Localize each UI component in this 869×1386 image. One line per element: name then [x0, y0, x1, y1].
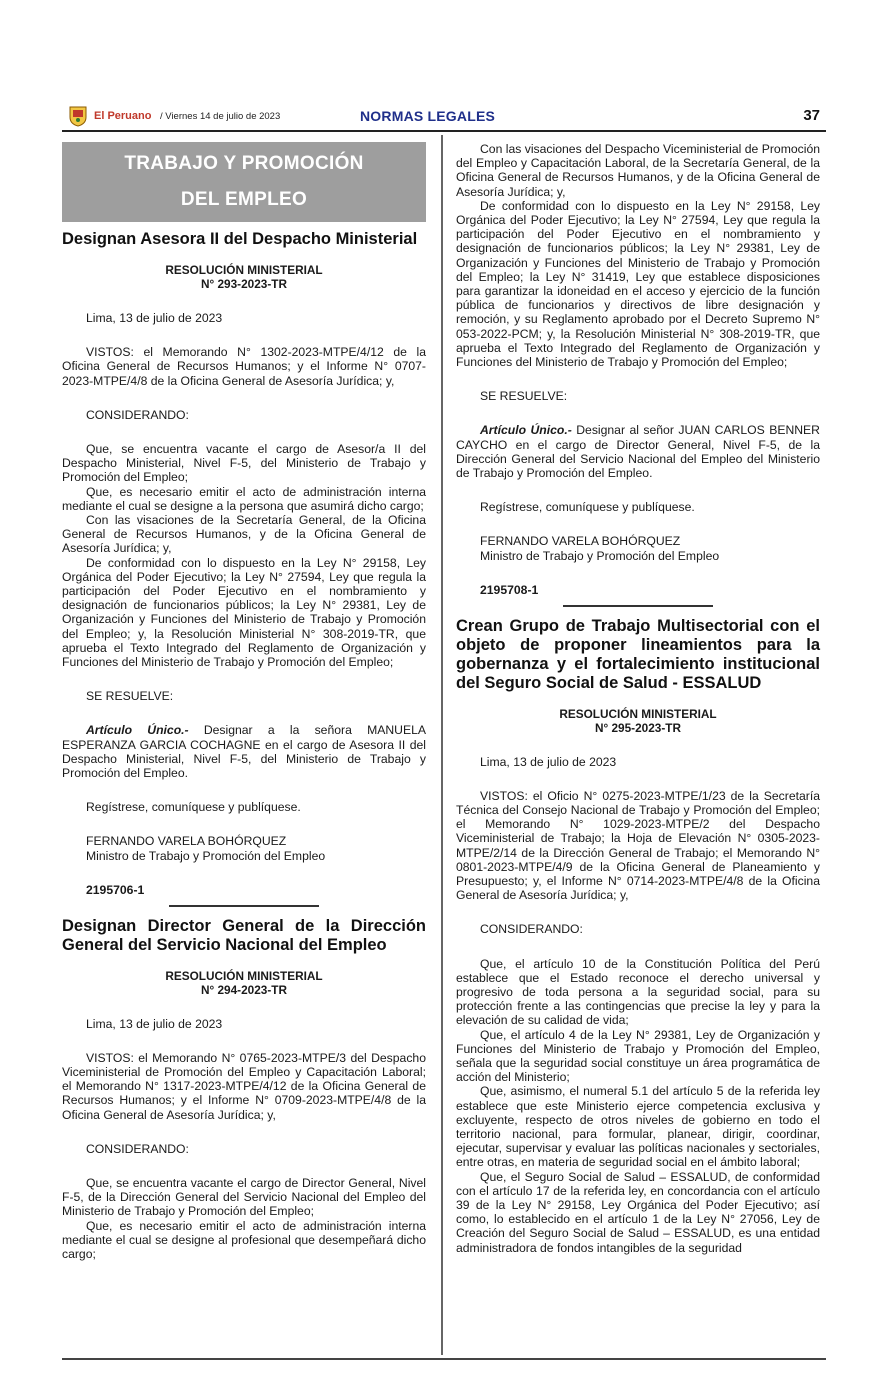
article-1-signatory-name: FERNANDO VARELA BOHÓRQUEZ [86, 834, 287, 849]
article-1-paragraph: De conformidad con lo dispuesto en la Ley N° 29158, Ley Orgánica del Poder Ejecutivo; la Ley N° 27594, Ley que regula la participación del Poder Ejecutivo en el nombramiento y designación de funcionarios públicos; la Ley N° 29381, Ley de Organización y Funciones del Ministerio de Trabajo y Promoción del Empleo; y, la Resolución Ministerial N° 308-2019-TR, que aprueba el Texto Integrado del Reglamento de Organización y Funciones del Ministerio de Trabajo y Promoción del Empleo; [62, 555, 426, 670]
column-divider [441, 135, 443, 1355]
banner-line-2: DEL EMPLEO [180, 189, 308, 210]
article-1-considerando: CONSIDERANDO: [86, 407, 189, 422]
article-3-date: Lima, 13 de julio de 2023 [480, 754, 617, 769]
article-3-vistos: VISTOS: el Oficio N° 0275-2023-MTPE/1/23 de la Secretaría Técnica del Consejo Nacional de Trabajo y Promoción del Empleo; el Memorando N° 1029-2023-MTPE/2 del Despacho Viceministerial de Trabajo; la Hoja de Elevación N° 0305-2023-MTPE/2/14 de la Dirección General de Trabajo; el Memorando N° 0801-2023-MTPE/4/9 de la Oficina General de Planeamiento y Presupuesto; y, el Informe N° 0714-2023-MTPE/4/8 de la Oficina General de Asesoría Jurídica; y, [456, 788, 820, 903]
article-separator [563, 605, 713, 607]
article-1-title: Designan Asesora II del Despacho Ministerial [62, 230, 418, 248]
article-1-operative [62, 723, 426, 780]
article-2-considerando: CONSIDERANDO: [86, 1141, 189, 1156]
header-rule [62, 130, 826, 132]
article-1-paragraph: Que, es necesario emitir el acto de administración interna mediante el cual se designe a la persona que asumirá dicho cargo; [62, 484, 426, 513]
article-2-signatory-name: FERNANDO VARELA BOHÓRQUEZ [480, 534, 681, 549]
article-2-vistos: VISTOS: el Memorando N° 0765-2023-MTPE/3 del Despacho Viceministerial de Promoción del Empleo y Capacitación Laboral; el Memorando N° 1317-2023-MTPE/4/12 de la Oficina General de Recursos Humanos; y el Informe N° 0709-2023-MTPE/4/8 de la Oficina General de Asesoría Jurídica; y, [62, 1050, 426, 1122]
article-label: Artículo Único.- [86, 723, 189, 738]
right-column [456, 142, 820, 1255]
article-text: Designar al señor JUAN CARLOS BENNER CAYCHO en el cargo de Director General, Nivel F-5, de la Dirección General del Servicio Nacional del Empleo del Ministerio de Trabajo y Promoción del Empleo. [456, 423, 820, 481]
article-1-resolution-number: N° 293-2023-TR [200, 277, 288, 291]
page-number: 37 [803, 107, 820, 124]
article-2-resolution-number: N° 294-2023-TR [200, 982, 288, 997]
section-banner [62, 142, 426, 222]
article-3-considerando: CONSIDERANDO: [480, 922, 583, 937]
article-label: Artículo Único.- [480, 423, 572, 438]
article-3-paragraph: Que, el artículo 10 de la Constitución Política del Perú establece que el Estado reconoce el derecho universal y progresivo de toda persona a la seguridad social, para su protección frente a las contingencias que precise la ley y para la elevación de su calidad de vida; [456, 956, 820, 1028]
article-3-paragraph: Que, asimismo, el numeral 5.1 del artículo 5 de la referida ley establece que este Ministerio ejerce competencia exclusiva y excluyente, respecto de otros niveles de gobierno en todo el territorio nacional, para formular, planear, dirigir, coordinar, ejecutar, supervisar y evaluar las políticas nacionales y sectoriales, entre otras, en materia de seguridad social en el ámbito laboral; [456, 1084, 820, 1170]
article-3-paragraph: Que, el Seguro Social de Salud – ESSALUD, de conformidad con el artículo 17 de la referida ley, en concordancia con el artículo 39 de la Ley N° 29158, Ley Orgánica del Poder Ejecutivo; así como, lo establecido en el artículo 1 de la Ley N° 27056, Ley de Creación del Seguro Social de Salud – ESSALUD, es una entidad administradora de fondos intangibles de la seguridad [456, 1169, 820, 1255]
left-column [62, 142, 426, 1261]
article-text: Designar a la señora MANUELA ESPERANZA GARCIA COCHAGNE en el cargo de Asesora II del Despacho Ministerial, Nivel F-5, del Ministerio de Trabajo y Promoción del Empleo. [62, 723, 427, 781]
banner-line-1: TRABAJO Y PROMOCIÓN [124, 153, 364, 174]
article-2-signatory-role: Ministro de Trabajo y Promoción del Empleo [480, 548, 720, 563]
page-header [62, 104, 826, 130]
article-2-resuelve: SE RESUELVE: [480, 389, 568, 404]
article-1-resolution-label: RESOLUCIÓN MINISTERIAL [165, 263, 323, 277]
article-3-title: Crean Grupo de Trabajo Multisectorial con el objeto de proponer lineamientos para la gobernanza y el fortalecimiento institucional del Seguro Social de Salud - ESSALUD [456, 616, 820, 692]
article-2-operative [456, 423, 820, 480]
article-2-code: 2195708-1 [480, 582, 539, 597]
article-1-paragraph: Que, se encuentra vacante el cargo de Asesor/a II del Despacho Ministerial, Nivel F-5, del Ministerio de Trabajo y Promoción del Empleo; [62, 442, 426, 485]
article-2-closing: Regístrese, comuníquese y publíquese. [480, 500, 695, 515]
article-2-resolution-label: RESOLUCIÓN MINISTERIAL [165, 968, 323, 983]
issue-date: / Viernes 14 de julio de 2023 [160, 111, 281, 122]
article-separator [169, 905, 319, 907]
article-3-paragraph: Que, el artículo 4 de la Ley N° 29381, Ley de Organización y Funciones del Ministerio de Trabajo y Promoción del Empleo, señala que la seguridad social constituye un área programática de acción del Ministerio; [456, 1027, 820, 1085]
article-2-date: Lima, 13 de julio de 2023 [86, 1016, 223, 1031]
article-1-vistos: VISTOS: el Memorando N° 1302-2023-MTPE/4/12 de la Oficina General de Recursos Humanos; y el Informe N° 0707-2023-MTPE/4/8 de la Oficina General de Asesoría Jurídica; y, [62, 345, 426, 388]
section-name: NORMAS LEGALES [360, 108, 496, 124]
article-1-code: 2195706-1 [86, 882, 145, 897]
article-2-paragraph: Que, se encuentra vacante el cargo de Director General, Nivel F-5, de la Dirección General del Servicio Nacional del Empleo del Ministerio de Trabajo y Promoción del Empleo; [62, 1176, 426, 1219]
newspaper-brand: El Peruano [94, 110, 152, 122]
article-1-resuelve: SE RESUELVE: [86, 689, 174, 704]
coat-of-arms-icon [66, 104, 90, 128]
article-1-paragraph: Con las visaciones de la Secretaría General, de la Oficina General de Recursos Humanos, y de la Oficina General de Asesoría Jurídica; y, [62, 513, 426, 556]
article-2-paragraph: Que, es necesario emitir el acto de administración interna mediante el cual se designe al profesional que desempeñará dicho cargo; [62, 1218, 426, 1262]
article-3-resolution-number: N° 295-2023-TR [594, 720, 682, 735]
article-1-signatory-role: Ministro de Trabajo y Promoción del Empleo [86, 848, 326, 863]
article-1-closing: Regístrese, comuníquese y publíquese. [86, 800, 301, 815]
article-2-paragraph: De conformidad con lo dispuesto en la Ley N° 29158, Ley Orgánica del Poder Ejecutivo; la Ley N° 27594, Ley que regula la participación del Poder Ejecutivo en el nombramiento y designación de funcionarios públicos; la Ley N° 29381, Ley de Organización y Funciones del Ministerio de Trabajo y Promoción del Empleo; la Ley N° 31419, Ley que establece disposiciones para garantizar la idoneidad en el acceso y ejercicio de la función pública de funcionarios y directivos de libre designación y remoción, y su Reglamento aprobado por el Decreto Supremo N° 053-2022-PCM; y, la Resolución Ministerial N° 308-2019-TR, que aprueba el Texto Integrado del Reglamento de Organización y Funciones del Ministerio de Trabajo y Promoción del Empleo; [456, 198, 820, 370]
article-2-title: Designan Director General de la Dirección General del Servicio Nacional del Empleo [62, 916, 426, 954]
article-1-date: Lima, 13 de julio de 2023 [86, 311, 223, 325]
article-2-paragraph: Con las visaciones del Despacho Viceministerial de Promoción del Empleo y Capacitación Laboral, de la Secretaría General, de la Oficina General de Recursos Humanos, y de la Oficina General de Asesoría Jurídica; y, [456, 142, 820, 199]
article-3-resolution-label: RESOLUCIÓN MINISTERIAL [559, 706, 717, 721]
footer-rule [62, 1358, 826, 1360]
